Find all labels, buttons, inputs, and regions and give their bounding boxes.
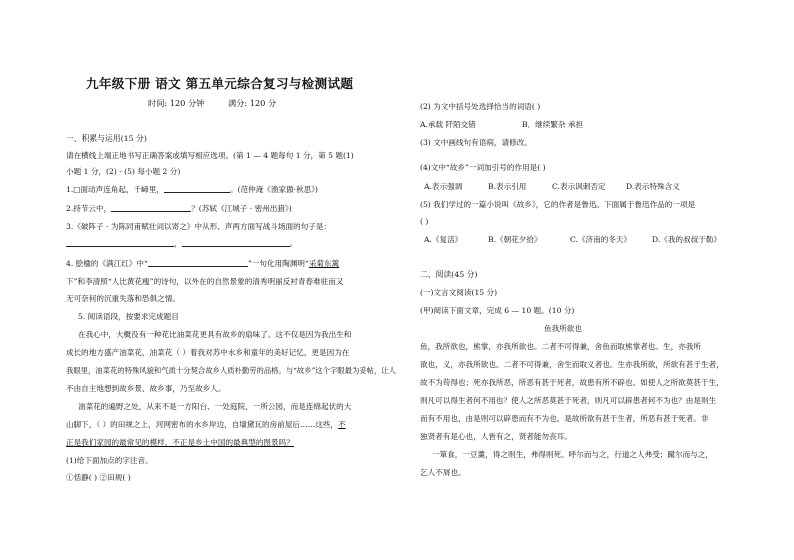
essay-line: 一箪食，一豆羹，得之则生，弗得则死。呼尔而与之，行道之人弗受；蹴尔而与之，: [432, 450, 713, 459]
sub-question-5-paren: ( ): [420, 217, 429, 226]
essay-line: 欲也，义，亦我所欲也。二者不可得兼，舍生而取义者也。生亦我所欲，所欲有甚于生者，: [420, 360, 724, 369]
section-2-heading: 二、阅读(45 分): [420, 270, 478, 279]
passage-line: 成长的地方盛产油菜花，油菜花（ ）着我对苏中水乡和童年的美好记忆，更是因为在: [66, 348, 350, 357]
page-title: 九年级下册 语文 第五单元综合复习与检测试题: [86, 76, 354, 91]
answer-blank[interactable]: [148, 258, 248, 267]
option-b: B.表示引用: [488, 182, 527, 191]
passage-line: 山脚下，（ ）的田规之上，河网密布的水乡岸边，自墙黛瓦的房前屋后……这些，不: [66, 420, 346, 429]
sub-question-3: (3) 文中画线句有语病，请修改。: [420, 138, 532, 147]
sub-question-1: (1)给下面加点的字注音。: [66, 456, 153, 465]
essay-line: 独贤者有是心也，人皆有之，贤者能勿丧耳。: [420, 432, 572, 441]
sub-question-1-options: ①恬静( ) ②田规( ): [66, 473, 131, 482]
question-4-line-3: 无可奈何的沉重失落和恐俱之情。: [66, 294, 180, 303]
sub-question-2-option-a: A.承载 阡陌交错: [420, 120, 476, 129]
subsection-instruction: (甲)阅读下面文章，完成 6 — 10 题。(10 分): [420, 306, 575, 315]
sub-question-4: (4)文中“故乡”一词加引号的作用是( ): [420, 163, 546, 172]
instruction-line-2: 小题 1 分，(2) - (5) 每小题 2 分): [66, 167, 181, 176]
question-1: 1.□面动声连角起，千嶂里， 。(范仲淹《渔家傲·秋思》): [66, 185, 319, 194]
option-c: C.表示讽刺否定: [552, 182, 606, 191]
sub-question-5: (5) 我们学过的一篇小说叫《故乡》，它的作者是鲁迅。下面属于鲁迅作品的一项是: [420, 200, 696, 209]
sub-question-2-option-b: B．继续繁杂 承担: [522, 120, 584, 129]
score-label: 满分: 120 分: [228, 98, 277, 108]
instruction-line-1: 请在横线上端正地书写正确答案或填写相应选项。(第 1 — 4 题每句 1 分，第 5 题(1): [66, 151, 354, 160]
essay-line: 而有不用也，由是则可以辟患而有不为也。是故所欲有甚于生者，所恶有甚于死者。非: [420, 414, 709, 423]
option-c: C.《济南的冬天》: [570, 235, 632, 244]
essay-line: 鱼，我所欲也，熊掌，亦我所欲也。二者不可得兼，舍鱼而取熊掌者也。生，亦我所: [420, 342, 701, 351]
time-label: 时间: 120 分钟: [148, 98, 205, 108]
option-b: B.《朝花夕拾》: [488, 235, 542, 244]
passage-line: 在我心中，大概没有一种花比油菜花更具有故乡的扇味了。这不仅是因为我出生和: [78, 330, 352, 339]
essay-line: 故不为苟得也；死亦我所恶，所恶有甚于死者，故患有所不辟也。如使人之所欲莫甚于生，: [420, 378, 724, 387]
option-d: D.《我的叔叔于勒》: [652, 235, 721, 244]
question-3-answer: ， 。: [66, 238, 297, 249]
underlined-sentence: 正是我们家园的最常见的模样，不正是乡土中国的最典型的图景吗？: [66, 438, 294, 447]
subsection-heading: (一)文言文阅读(15 分): [420, 288, 498, 297]
passage-line: 不由自主地想到故乡景、故乡事，乃至故乡人。: [66, 384, 226, 393]
question-5: 5. 阅读语段，按要求完成题目: [78, 312, 179, 321]
passage-line: 我眼里，油菜花的特殊风貌和气质十分契合故乡人质朴勤劳的品格。与“故乡”这个字眼最为妥帖，让人: [66, 366, 396, 375]
answer-blank[interactable]: [182, 238, 290, 247]
answer-blank[interactable]: [66, 238, 174, 247]
essay-title: 鱼我所欲也: [544, 324, 582, 333]
section-1-heading: 一、积累与运用(15 分): [66, 134, 147, 143]
option-a: A.表示强调: [424, 182, 463, 191]
essay-line: 则凡可以得生者何不用也？使人之所恶莫甚于死者，则凡可以辟患者何不为也？由是则生: [420, 396, 717, 405]
essay-line: 乞人不屑也。: [420, 468, 466, 477]
question-4-line-2: 下”和李清照“人比黄花瘦”的诗句，以外在的自然景象的清秀明丽反衬青春难驻而又: [66, 277, 344, 286]
answer-blank[interactable]: [164, 184, 230, 193]
option-d: D.表示特殊含义: [626, 182, 680, 191]
answer-blank[interactable]: [111, 203, 191, 212]
option-a: A.《复活》: [424, 235, 463, 244]
passage-line: 油菜花的遍野之处，从来不是一方阳台、一处庭院、一所公园，而是连绵起伏的大: [78, 402, 352, 411]
question-3: 3.《破阵子 · 为陈同甫赋壮词以寄之》中从形、声两方面写战斗场面的句子是：: [66, 222, 332, 231]
question-4: 4. 脍楹的《满江红》中“ ”一句化用陶渊明“采菊东篱: [66, 259, 340, 268]
question-2: 2.持节云中， ？(苏轼《江城子 · 密州出猎》): [66, 204, 292, 213]
sub-question-2: (2) 为文中括号处选择恰当的词语( ): [420, 102, 541, 111]
